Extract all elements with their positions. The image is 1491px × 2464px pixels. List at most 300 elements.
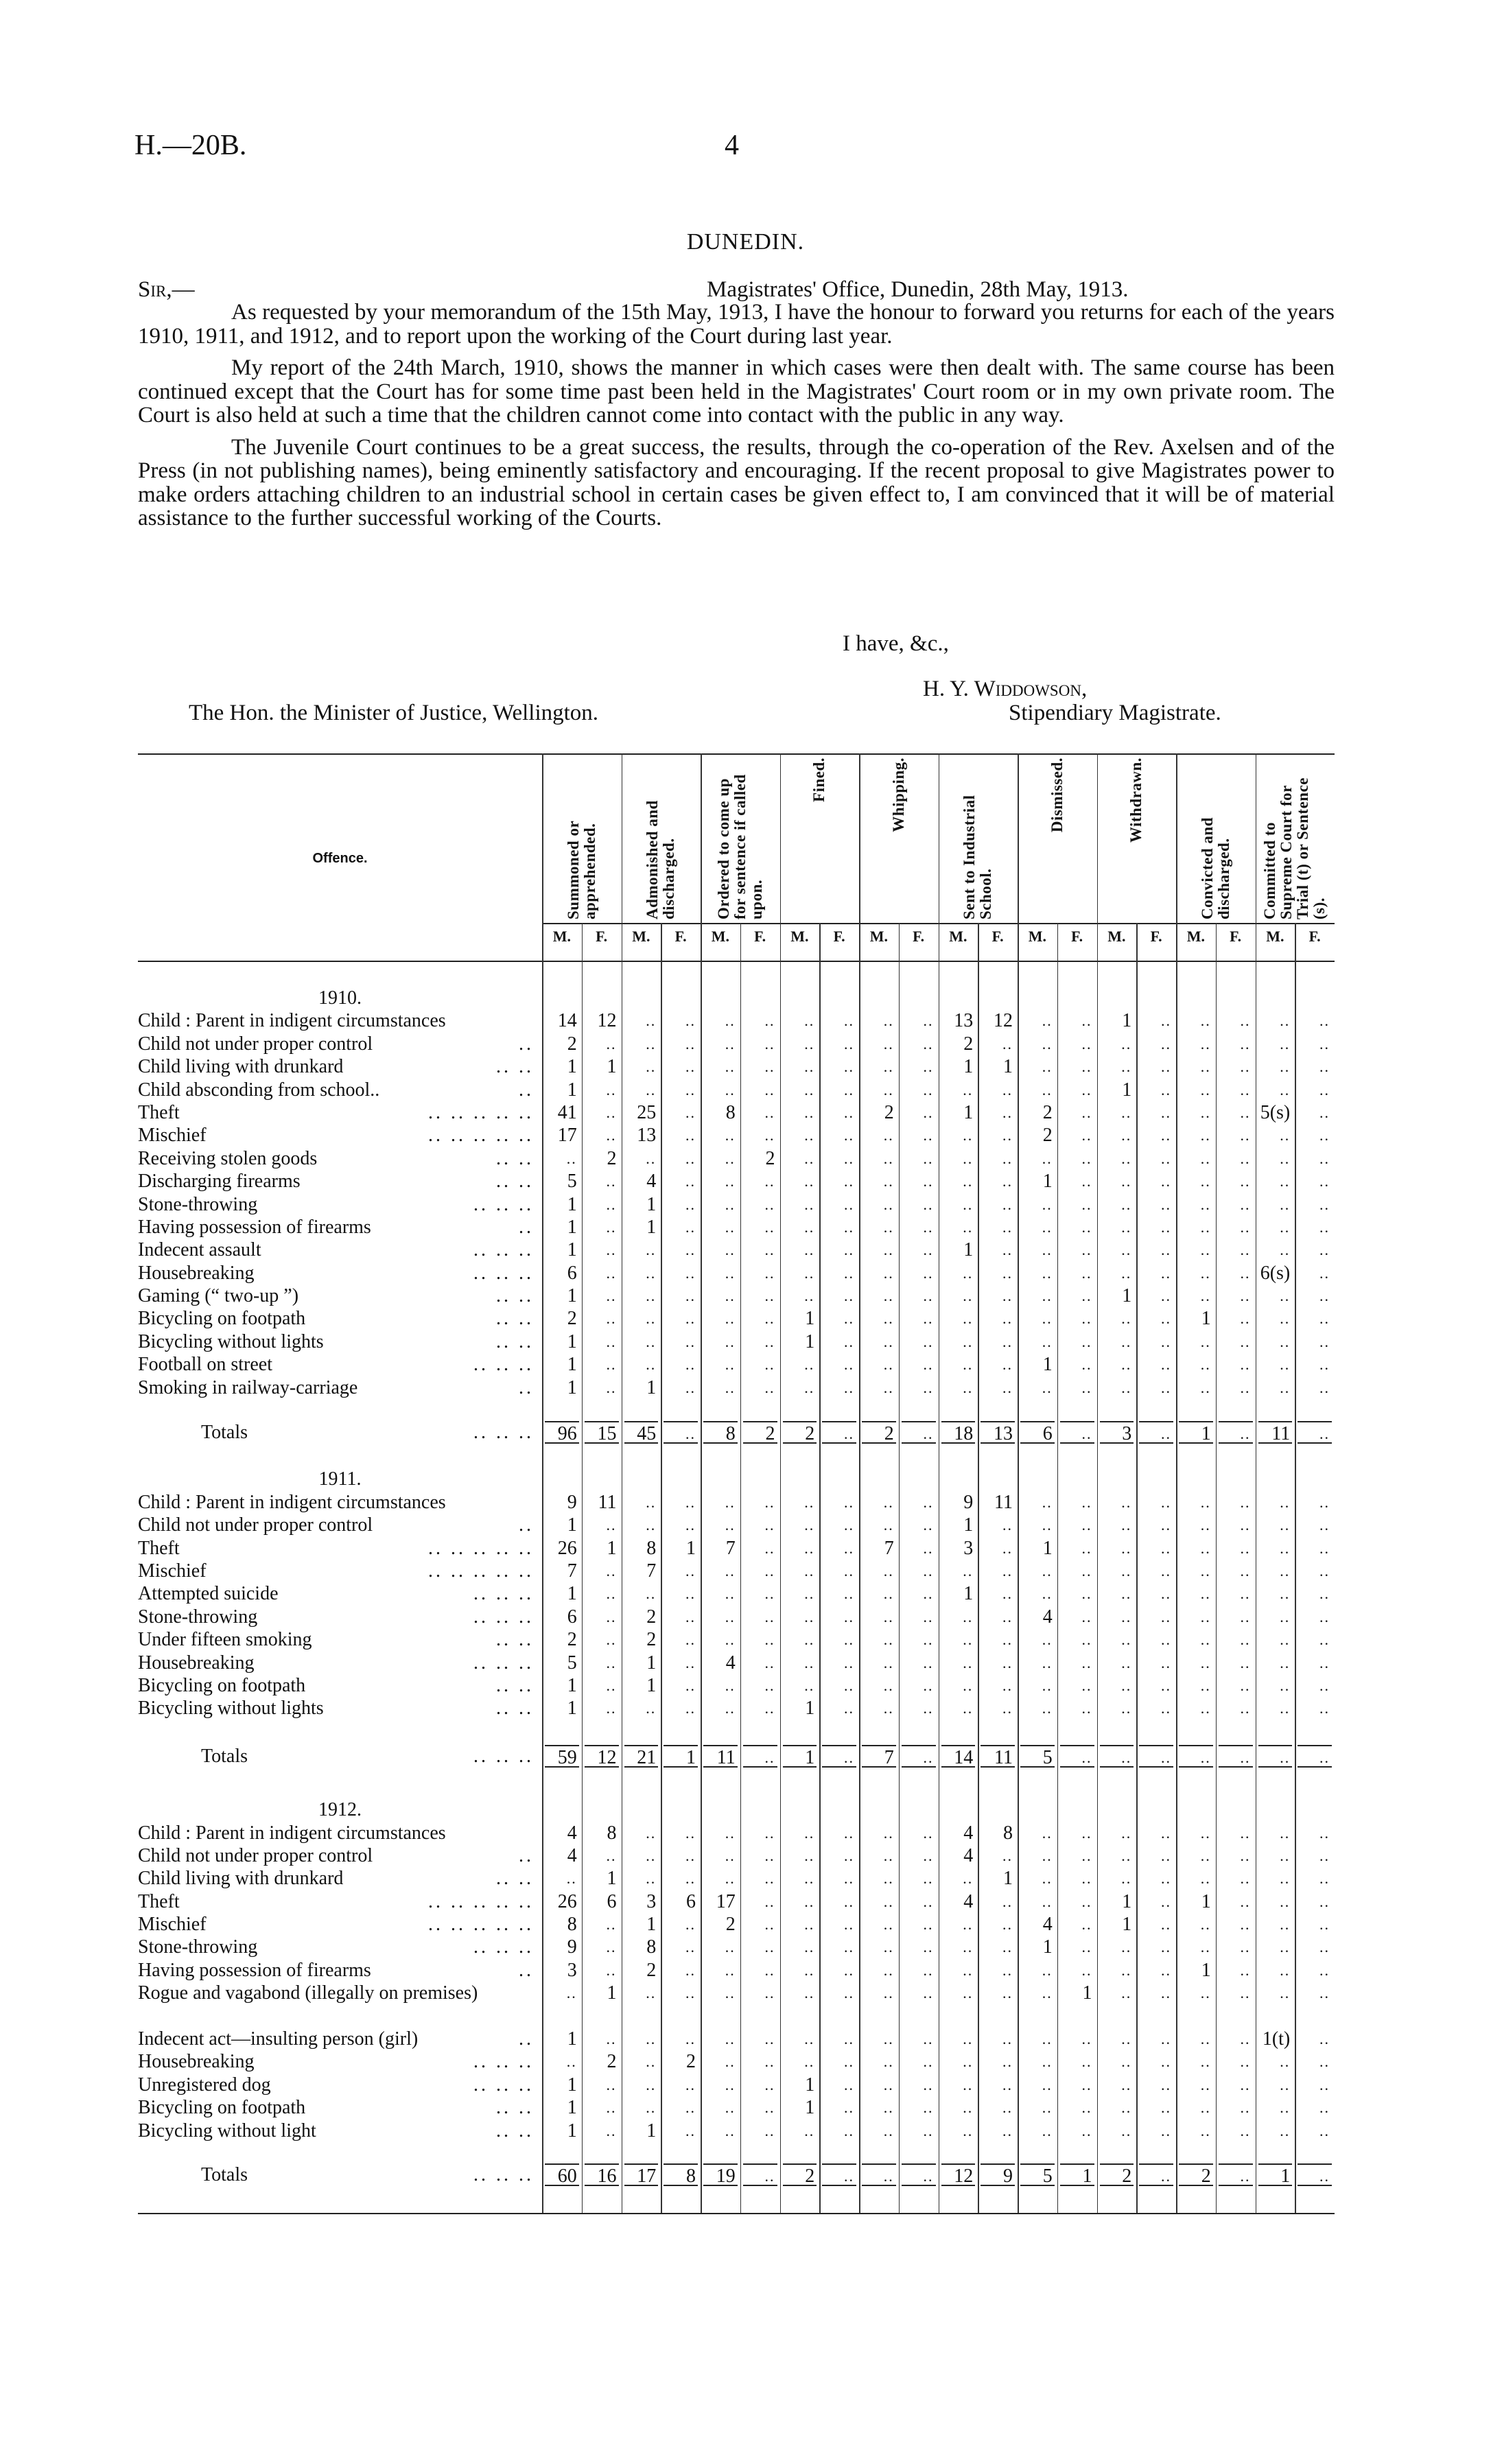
- table-cell: ..: [606, 1081, 617, 1099]
- row-spacer: [138, 2142, 1335, 2163]
- table-cell: ..: [804, 1287, 815, 1305]
- column-header: [542, 758, 621, 919]
- table-cell: ..: [963, 2076, 974, 2093]
- table-cell: ..: [1240, 1103, 1251, 1121]
- table-cell: ..: [844, 1356, 854, 1374]
- table-cell: ..: [1200, 1654, 1211, 1671]
- table-cell: ..: [804, 1892, 815, 1910]
- table-cell: ..: [1280, 1058, 1291, 1076]
- table-cell: ..: [1280, 1173, 1291, 1190]
- table-cell: ..: [664, 1421, 698, 1444]
- table-cell: ..: [1121, 1103, 1132, 1121]
- table-cell: ..: [1161, 1103, 1171, 1121]
- offence-cell: [138, 1628, 542, 1651]
- table-cell: ..: [764, 1264, 775, 1282]
- table-cell: ..: [804, 1035, 815, 1053]
- table-cell: ..: [685, 1516, 696, 1534]
- table-cell: ..: [1200, 1035, 1211, 1053]
- table-cell: ..: [725, 1356, 736, 1374]
- table-cell: ..: [1280, 1870, 1291, 1888]
- table-cell: ..: [844, 1241, 854, 1259]
- table-cell: ..: [923, 1824, 934, 1842]
- table-cell: ..: [1240, 1035, 1251, 1053]
- offence-label: Mischief: [138, 1125, 207, 1147]
- offence-label: Mischief: [138, 1560, 207, 1582]
- table-cell: ..: [1240, 1173, 1251, 1190]
- table-cell: ..: [764, 1103, 775, 1121]
- table-cell: ..: [1002, 1892, 1013, 1910]
- table-cell: ..: [1319, 1310, 1330, 1328]
- table-cell: ..: [1200, 1585, 1211, 1603]
- leader-dots: .. .. .. .. ..: [428, 1537, 534, 1559]
- offence-label: Stone-throwing: [138, 1936, 258, 1958]
- table-cell: 1: [1122, 1890, 1132, 1912]
- table-cell: ..: [646, 1081, 657, 1099]
- table-cell: ..: [685, 1127, 696, 1145]
- leader-dots: ..: [519, 1514, 534, 1536]
- table-cell: 6: [1020, 1421, 1055, 1444]
- table-cell: ..: [1240, 1333, 1251, 1350]
- table-cell: ..: [1161, 1195, 1171, 1213]
- table-cell: ..: [606, 1310, 617, 1328]
- table-cell: 1: [1060, 2163, 1094, 2186]
- table-cell: ..: [963, 1938, 974, 1956]
- table-cell: 1: [567, 1698, 577, 1720]
- table-cell: ..: [883, 1631, 894, 1649]
- table-cell: ..: [646, 1824, 657, 1842]
- table-cell: ..: [646, 1700, 657, 1717]
- table-cell: ..: [685, 1241, 696, 1259]
- table-cell: ..: [883, 1378, 894, 1396]
- table-cell: ..: [1121, 1562, 1132, 1580]
- table-cell: ..: [963, 1264, 974, 1282]
- table-cell: ..: [764, 1539, 775, 1557]
- table-cell: ..: [923, 2030, 934, 2048]
- table-cell: ..: [685, 1195, 696, 1213]
- table-cell: ..: [1161, 1264, 1171, 1282]
- table-cell: 1: [646, 1652, 657, 1674]
- table-cell: ..: [1161, 1892, 1171, 1910]
- table-cell: ..: [1081, 1127, 1092, 1145]
- offence-label: Bicycling without light: [138, 2120, 316, 2142]
- table-cell: ..: [804, 2053, 815, 2071]
- table-cell: 96: [545, 1421, 579, 1444]
- table-cell: ..: [1081, 1562, 1092, 1580]
- table-cell: 26: [557, 1537, 577, 1559]
- table-cell: ..: [764, 1081, 775, 1099]
- table-cell: 3: [1100, 1421, 1134, 1444]
- table-cell: ..: [1319, 1700, 1330, 1717]
- table-cell: ..: [1280, 1846, 1291, 1864]
- table-cell: ..: [883, 1310, 894, 1328]
- offence-cell: [138, 1606, 542, 1628]
- leader-dots: .. .. .. .. ..: [428, 1914, 534, 1936]
- table-cell: 1: [567, 1330, 577, 1352]
- offence-cell: [138, 2120, 542, 2142]
- table-cell: ..: [1121, 1218, 1132, 1236]
- table-cell: ..: [1280, 1654, 1291, 1671]
- offence-cell: [138, 1936, 542, 1958]
- table-cell: ..: [1121, 1631, 1132, 1649]
- table-cell: 7: [725, 1537, 736, 1559]
- offence-cell: [138, 1376, 542, 1399]
- table-cell: ..: [1121, 1493, 1132, 1511]
- totals-cell: [138, 1421, 542, 1444]
- table-cell: ..: [923, 2099, 934, 2117]
- leader-dots: .. .. .. .. ..: [428, 1101, 534, 1123]
- offence-cell: [138, 1353, 542, 1376]
- signatory: H. Y. Widdowson,: [923, 677, 1088, 701]
- table-cell: ..: [725, 1516, 736, 1534]
- table-cell: ..: [1319, 1562, 1330, 1580]
- row-spacer: [138, 1720, 1335, 1745]
- table-cell: 1: [1042, 1171, 1053, 1193]
- table-cell: ..: [685, 1081, 696, 1099]
- table-cell: ..: [1042, 2122, 1053, 2139]
- table-cell: ..: [1002, 1608, 1013, 1626]
- leader-dots: .. .. ..: [473, 1239, 534, 1261]
- table-cell: ..: [606, 1961, 617, 1979]
- table-cell: ..: [1161, 1608, 1171, 1626]
- sex-header: F.: [596, 928, 608, 945]
- table-cell: ..: [1002, 1310, 1013, 1328]
- table-cell: ..: [764, 1035, 775, 1053]
- table-cell: 2: [646, 1959, 657, 1981]
- table-cell: ..: [725, 1195, 736, 1213]
- table-cell: ..: [1161, 1035, 1171, 1053]
- table-row: [138, 1628, 1335, 1651]
- table-cell: ..: [606, 1103, 617, 1121]
- table-cell: 1: [1042, 1354, 1053, 1376]
- table-cell: ..: [725, 1287, 736, 1305]
- table-cell: 1: [963, 1056, 974, 1078]
- table-cell: 25: [637, 1101, 657, 1123]
- table-cell: ..: [764, 1493, 775, 1511]
- table-cell: ..: [1161, 1173, 1171, 1190]
- offence-label: Housebreaking: [138, 1262, 255, 1284]
- table-cell: ..: [804, 1103, 815, 1121]
- table-cell: ..: [923, 2122, 934, 2139]
- table-cell: ..: [1240, 1870, 1251, 1888]
- table-cell: ..: [1121, 1846, 1132, 1864]
- table-cell: ..: [804, 1173, 815, 1190]
- table-cell: 6(s): [1260, 1262, 1291, 1284]
- table-cell: ..: [1081, 1676, 1092, 1694]
- table-cell: ..: [1121, 1173, 1132, 1190]
- table-cell: 8: [725, 1101, 736, 1123]
- table-cell: ..: [1319, 2076, 1330, 2093]
- table-cell: 3: [963, 1537, 974, 1559]
- table-cell: ..: [1002, 1287, 1013, 1305]
- table-cell: ..: [1319, 1378, 1330, 1396]
- table-cell: 1: [567, 1079, 577, 1101]
- table-cell: ..: [1240, 1892, 1251, 1910]
- table-cell: ..: [764, 1356, 775, 1374]
- table-cell: ..: [1042, 1585, 1053, 1603]
- table-cell: ..: [764, 1984, 775, 2002]
- table-cell: 1: [567, 2097, 577, 2119]
- table-cell: 8: [664, 2163, 698, 2186]
- table-cell: ..: [883, 1241, 894, 1259]
- table-cell: 3: [567, 1959, 577, 1981]
- table-cell: ..: [646, 1058, 657, 1076]
- table-cell: ..: [1121, 1938, 1132, 1956]
- table-cell: ..: [844, 1516, 854, 1534]
- document-code: H.—20B.: [134, 130, 247, 161]
- table-cell: ..: [646, 2099, 657, 2117]
- table-cell: ..: [1161, 1149, 1171, 1167]
- table-cell: ..: [1240, 1356, 1251, 1374]
- sex-header: M.: [552, 928, 571, 945]
- row-spacer: [138, 961, 1335, 987]
- sex-header: F.: [833, 928, 845, 945]
- table-cell: ..: [844, 1608, 854, 1626]
- table-cell: ..: [646, 1149, 657, 1167]
- table-cell: ..: [725, 1127, 736, 1145]
- table-cell: 1: [805, 2074, 815, 2096]
- table-cell: ..: [1200, 1562, 1211, 1580]
- leader-dots: .. .. ..: [473, 2163, 534, 2185]
- table-cell: ..: [1002, 1938, 1013, 1956]
- table-cell: 8: [1003, 1822, 1013, 1844]
- offence-label: Child living with drunkard: [138, 1056, 344, 1078]
- leader-dots: .. .. ..: [473, 1936, 534, 1958]
- table-row: [138, 1307, 1335, 1330]
- table-cell: ..: [923, 1058, 934, 1076]
- offence-label: Having possession of firearms: [138, 1959, 371, 1981]
- table-cell: ..: [764, 2099, 775, 2117]
- table-cell: ..: [804, 1241, 815, 1259]
- table-cell: ..: [923, 1012, 934, 1030]
- table-cell: ..: [1200, 1608, 1211, 1626]
- table-cell: ..: [1280, 1516, 1291, 1534]
- table-cell: ..: [646, 1264, 657, 1282]
- table-cell: ..: [764, 1700, 775, 1717]
- table-cell: ..: [1280, 1824, 1291, 1842]
- column-header: [1097, 758, 1176, 919]
- table-cell: ..: [963, 1700, 974, 1717]
- table-cell: ..: [883, 2122, 894, 2139]
- offence-label: Unregistered dog: [138, 2074, 271, 2096]
- table-cell: ..: [1081, 1493, 1092, 1511]
- table-row: [138, 1216, 1335, 1239]
- paragraph: The Juvenile Court continues to be a great success, the results, through the co-operation of the Rev. Axelsen and of the Press (in not publishing names), being eminently satisfactory and encouraging. If the recent proposal to give Magistrates power to make orders attaching children to an industrial school in certain cases be given effect to, I am convinced that it will be of material assistance to the further successful working of the Courts.: [138, 434, 1335, 530]
- table-cell: 7: [862, 1745, 896, 1768]
- leader-dots: .. .. .. .. ..: [428, 1560, 534, 1582]
- column-header-label: Whipping.: [889, 758, 907, 832]
- table-cell: ..: [764, 1012, 775, 1030]
- offence-cell: [138, 1982, 542, 2028]
- offence-label: Discharging firearms: [138, 1171, 301, 1193]
- offence-label: Gaming (“ two-up ”): [138, 1285, 299, 1307]
- table-cell: ..: [804, 1516, 815, 1534]
- table-cell: ..: [685, 1218, 696, 1236]
- table-cell: ..: [844, 1310, 854, 1328]
- table-cell: 1: [567, 1193, 577, 1215]
- table-cell: ..: [1121, 1378, 1132, 1396]
- table-cell: ..: [1319, 2030, 1330, 2048]
- leader-dots: ..: [519, 1216, 534, 1238]
- year-heading-row: [138, 987, 1335, 1009]
- table-cell: ..: [883, 1870, 894, 1888]
- offence-cell: [138, 1674, 542, 1697]
- table-cell: 1: [646, 1193, 657, 1215]
- table-row: [138, 1867, 1335, 1890]
- table-cell: ..: [646, 1287, 657, 1305]
- table-cell: 1: [607, 1982, 617, 2004]
- leader-dots: .. ..: [496, 1056, 534, 1078]
- totals-row: [138, 1745, 1335, 1768]
- table-cell: ..: [883, 1516, 894, 1534]
- year-heading-row: [138, 1798, 1335, 1821]
- table-cell: ..: [1200, 1287, 1211, 1305]
- row-spacer: [138, 1768, 1335, 1798]
- table-cell: ..: [1121, 1310, 1132, 1328]
- table-cell: 1: [567, 1056, 577, 1078]
- table-cell: ..: [963, 1333, 974, 1350]
- table-cell: ..: [1002, 1081, 1013, 1099]
- table-cell: ..: [1280, 1562, 1291, 1580]
- table-cell: ..: [883, 1127, 894, 1145]
- table-cell: ..: [844, 1127, 854, 1145]
- table-cell: 15: [585, 1421, 619, 1444]
- table-cell: ..: [1002, 2122, 1013, 2139]
- table-cell: 6: [607, 1890, 617, 1912]
- table-cell: ..: [606, 1287, 617, 1305]
- table-cell: 11: [703, 1745, 738, 1768]
- table-cell: ..: [1200, 1700, 1211, 1717]
- table-cell: ..: [844, 1916, 854, 1934]
- paragraph: My report of the 24th March, 1910, shows the manner in which cases were then dealt with. The same course has been continued except that the Court has for some time past been held in the Magistrates' Court room or in my own private room. The Court is also held at such a time that the children cannot come into contact with the public in any way.: [138, 355, 1335, 427]
- leader-dots: .. ..: [496, 2120, 534, 2142]
- table-cell: ..: [844, 1676, 854, 1694]
- table-cell: ..: [1161, 1081, 1171, 1099]
- offence-cell: [138, 1147, 542, 1170]
- table-cell: ..: [844, 1539, 854, 1557]
- table-cell: ..: [1319, 1631, 1330, 1649]
- column-header-label: Withdrawn.: [1127, 758, 1144, 843]
- table-cell: ..: [1280, 1938, 1291, 1956]
- table-cell: ..: [1121, 2053, 1132, 2071]
- offence-cell: [138, 1560, 542, 1582]
- table-cell: ..: [1161, 1356, 1171, 1374]
- table-cell: ..: [883, 1035, 894, 1053]
- table-cell: 4: [1042, 1914, 1053, 1936]
- leader-dots: ..: [519, 1959, 534, 1981]
- table-row: [138, 1606, 1335, 1628]
- column-header: [701, 758, 779, 919]
- table-cell: ..: [1081, 1264, 1092, 1282]
- table-row: [138, 1079, 1335, 1101]
- year-label: 1910.: [318, 987, 362, 1009]
- table-cell: ..: [1081, 1081, 1092, 1099]
- table-cell: ..: [1002, 1846, 1013, 1864]
- table-cell: 8: [646, 1537, 657, 1559]
- table-cell: ..: [764, 1916, 775, 1934]
- table-cell: ..: [963, 1287, 974, 1305]
- table-cell: ..: [1280, 1892, 1291, 1910]
- table-cell: ..: [685, 1356, 696, 1374]
- table-cell: 1: [783, 1745, 817, 1768]
- table-cell: ..: [606, 1378, 617, 1396]
- table-cell: ..: [1240, 1081, 1251, 1099]
- offence-label: Bicycling without lights: [138, 1698, 324, 1720]
- table-cell: ..: [883, 1938, 894, 1956]
- table-cell: ..: [1081, 1961, 1092, 1979]
- table-cell: ..: [804, 1916, 815, 1934]
- table-cell: ..: [963, 1173, 974, 1190]
- table-cell: ..: [764, 1058, 775, 1076]
- table-cell: ..: [1161, 1700, 1171, 1717]
- table-cell: ..: [1081, 2122, 1092, 2139]
- table-cell: ..: [1002, 1333, 1013, 1350]
- offence-cell: [138, 1284, 542, 1307]
- offence-label: Bicycling without lights: [138, 1330, 324, 1352]
- table-cell: ..: [1121, 2076, 1132, 2093]
- table-cell: ..: [1042, 1333, 1053, 1350]
- table-cell: ..: [1161, 2076, 1171, 2093]
- table-cell: ..: [1200, 1938, 1211, 1956]
- totals-row: [138, 2163, 1335, 2186]
- table-cell: ..: [1161, 1012, 1171, 1030]
- table-cell: ..: [725, 1631, 736, 1649]
- table-row: [138, 1652, 1335, 1674]
- table-cell: ..: [725, 1608, 736, 1626]
- table-cell: 1: [1042, 1537, 1053, 1559]
- table-cell: ..: [725, 1378, 736, 1396]
- table-cell: ..: [963, 1127, 974, 1145]
- table-cell: ..: [963, 1984, 974, 2002]
- table-cell: ..: [606, 1127, 617, 1145]
- table-cell: ..: [1121, 1356, 1132, 1374]
- table-cell: ..: [1081, 1654, 1092, 1671]
- table-cell: ..: [1319, 1127, 1330, 1145]
- table-cell: ..: [923, 1846, 934, 1864]
- table-cell: ..: [1280, 1310, 1291, 1328]
- closing: I have, &c.,: [843, 631, 949, 656]
- table-cell: ..: [606, 1562, 617, 1580]
- table-cell: ..: [685, 2122, 696, 2139]
- offence-cell: [138, 1582, 542, 1605]
- table-cell: ..: [764, 2030, 775, 2048]
- table-cell: ..: [1240, 1218, 1251, 1236]
- table-cell: ..: [1240, 1310, 1251, 1328]
- table-cell: ..: [1319, 1539, 1330, 1557]
- table-cell: ..: [804, 1195, 815, 1213]
- table-cell: ..: [764, 1654, 775, 1671]
- table-cell: ..: [883, 1195, 894, 1213]
- table-cell: ..: [1319, 1676, 1330, 1694]
- table-cell: ..: [1240, 2122, 1251, 2139]
- table-cell: ..: [646, 1035, 657, 1053]
- table-cell: ..: [1002, 1241, 1013, 1259]
- table-cell: 1: [607, 1537, 617, 1559]
- table-cell: 1: [646, 1674, 657, 1696]
- table-cell: ..: [1100, 1745, 1134, 1768]
- table-cell: 8: [646, 1936, 657, 1958]
- column-header-label: Dismissed.: [1048, 758, 1066, 833]
- table-cell: ..: [844, 1195, 854, 1213]
- table-cell: ..: [1081, 1892, 1092, 1910]
- table-cell: ..: [764, 1310, 775, 1328]
- table-cell: ..: [963, 1149, 974, 1167]
- table-cell: 12: [585, 1745, 619, 1768]
- table-cell: ..: [844, 1870, 854, 1888]
- table-cell: ..: [844, 2122, 854, 2139]
- table-cell: ..: [883, 1892, 894, 1910]
- table-cell: ..: [1139, 2163, 1173, 2186]
- sex-header: F.: [1308, 928, 1321, 945]
